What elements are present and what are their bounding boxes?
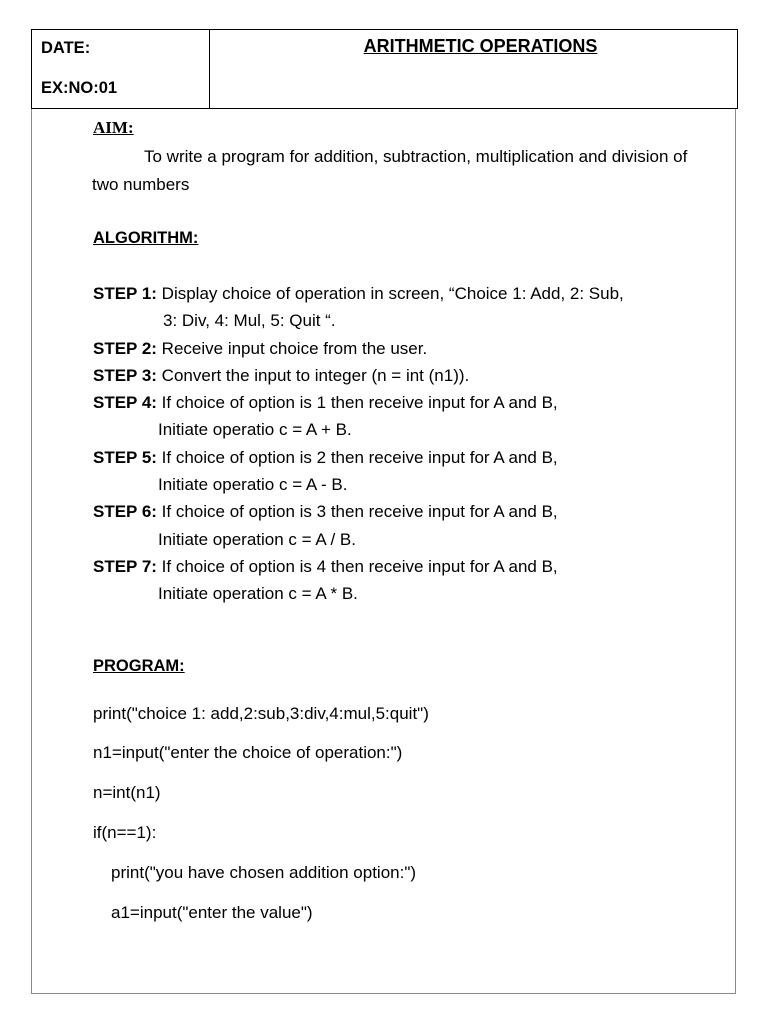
program-code — [93, 694, 713, 933]
header-left-cell — [32, 30, 210, 108]
algorithm-step-1 — [93, 280, 713, 335]
step-text-continued: 3: Div, 4: Mul, 5: Quit “. — [163, 311, 336, 331]
step-text-continued: Initiate operatio c = A - B. — [158, 475, 348, 495]
aim-text: To write a program for addition, subtraction, multiplication and division of two numbers — [92, 147, 688, 194]
step-text-continued: Initiate operation c = A / B. — [158, 529, 356, 549]
step-label: STEP 1: — [93, 284, 157, 303]
step-label: STEP 7: — [93, 556, 157, 576]
step-label: STEP 3: — [93, 365, 157, 385]
algorithm-step-7 — [93, 553, 713, 608]
step-text: Convert the input to integer (n = int (n1)). — [161, 365, 470, 385]
code-line: print("choice 1: add,2:sub,3:div,4:mul,5:quit") — [93, 703, 429, 723]
step-text: If choice of option is 3 then receive input for A and B, — [161, 502, 558, 522]
step-text: Receive input choice from the user. — [161, 338, 428, 358]
algorithm-step-5 — [93, 444, 713, 499]
aim-heading: AIM: — [93, 118, 134, 137]
algorithm-step-2 — [93, 335, 713, 362]
step-text-continued: Initiate operatio c = A + B. — [158, 420, 352, 440]
algorithm-step-4 — [93, 389, 713, 444]
code-line: if(n==1): — [93, 822, 157, 842]
code-line: n=int(n1) — [93, 783, 161, 803]
algorithm-step-6 — [93, 498, 713, 553]
code-line: a1=input("enter the value") — [111, 902, 313, 922]
header-right-cell — [210, 30, 737, 108]
step-label: STEP 6: — [93, 502, 157, 522]
step-label: STEP 4: — [93, 393, 157, 413]
algorithm-step-3 — [93, 362, 713, 389]
date-label: DATE: — [41, 39, 91, 57]
algorithm-steps — [93, 280, 713, 608]
document-content — [93, 117, 713, 932]
step-text-continued: Initiate operation c = A * B. — [158, 584, 358, 604]
document-title: ARITHMETIC OPERATIONS — [363, 36, 598, 56]
step-label: STEP 5: — [93, 447, 157, 467]
step-text: If choice of option is 1 then receive input for A and B, — [161, 393, 558, 413]
step-text: If choice of option is 4 then receive input for A and B, — [161, 556, 558, 576]
code-line: print("you have chosen addition option:") — [111, 862, 417, 882]
step-text: Display choice of operation in screen, “Choice 1: Add, 2: Sub, — [161, 284, 624, 303]
program-heading: PROGRAM: — [93, 656, 185, 675]
step-text: If choice of option is 2 then receive input for A and B, — [161, 447, 558, 467]
algorithm-heading: ALGORITHM: — [93, 229, 199, 247]
header-table — [31, 29, 738, 109]
exercise-number-label: EX:NO:01 — [41, 79, 118, 97]
step-label: STEP 2: — [93, 338, 157, 358]
code-line: n1=input("enter the choice of operation:") — [93, 743, 403, 763]
